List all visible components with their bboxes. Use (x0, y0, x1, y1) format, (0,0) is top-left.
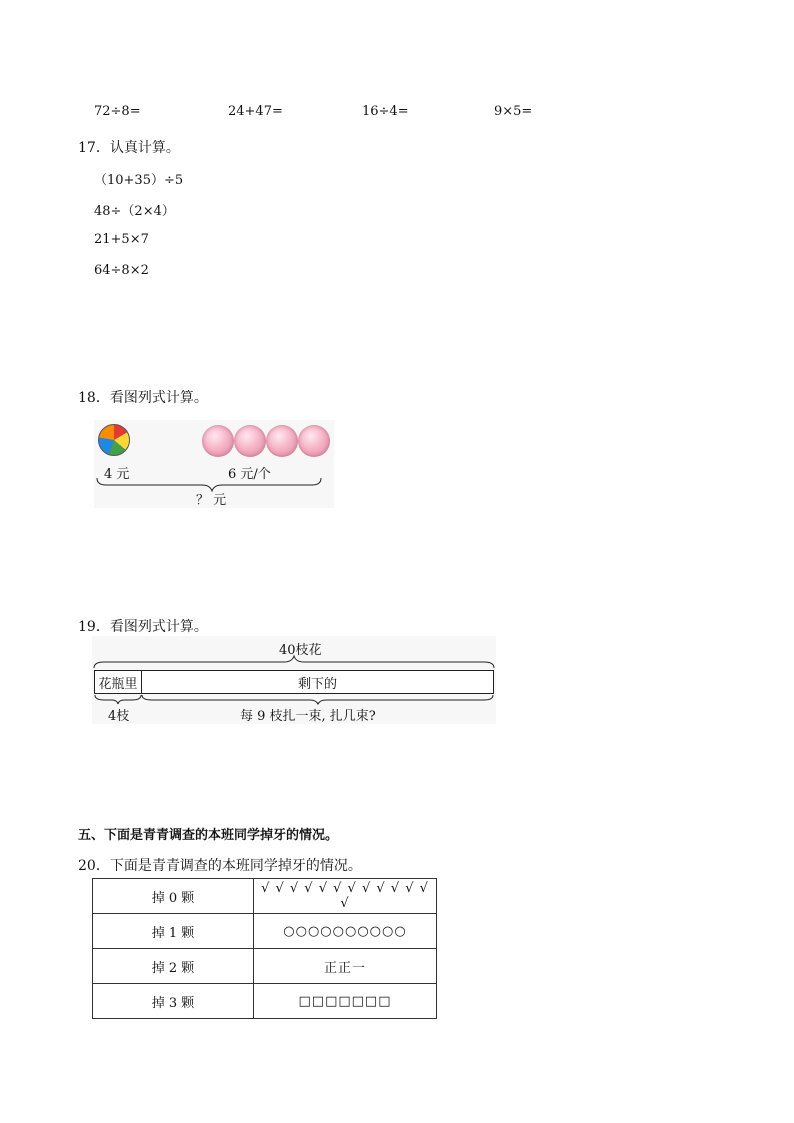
equation-1: 72÷8= (94, 104, 141, 119)
ball-price-label: 4 元 (104, 467, 130, 482)
remaining-box (141, 670, 494, 694)
q20-title: 20．下面是青青调查的本班同学掉牙的情况。 (78, 858, 362, 874)
pearl-image (234, 425, 266, 457)
total-flowers-label: 40枝花 (279, 643, 322, 658)
vase-count-label: 4枝 (108, 709, 130, 724)
q18-title: 18．看图列式计算。 (78, 390, 208, 406)
remaining-label: 剩下的 (297, 676, 337, 692)
q18-figure (94, 420, 334, 508)
table-row (93, 949, 437, 984)
q17-item-1: （10+35）÷5 (94, 173, 184, 188)
table-row (93, 879, 437, 914)
ball-image (98, 424, 130, 456)
row-tally: 正正一 (254, 949, 437, 984)
row-tally: ○○○○○○○○○○ (254, 914, 437, 949)
q17-item-4: 64÷8×2 (94, 263, 149, 278)
section-heading: 五、下面是青青调查的本班同学掉牙的情况。 (78, 828, 339, 843)
pearl-image (202, 425, 234, 457)
table-row (93, 914, 437, 949)
row-tally: √ √ √ √ √ √ √ √ √ √ √ √ √ (254, 879, 437, 914)
question-label: 每 9 枝扎一束, 扎几束? (240, 709, 376, 724)
q17-item-3: 21+5×7 (94, 232, 149, 247)
row-label: 掉 3 颗 (93, 984, 254, 1019)
pearl-price-label: 6 元/个 (228, 467, 271, 482)
vase-box (94, 670, 142, 694)
survey-table (92, 878, 437, 1019)
top-brace (92, 654, 496, 670)
equation-4: 9×5= (494, 104, 533, 119)
row-tally: □□□□□□□ (254, 984, 437, 1019)
pearl-image (266, 425, 298, 457)
table-row (93, 984, 437, 1019)
row-label: 掉 2 颗 (93, 949, 254, 984)
row-label: 掉 0 颗 (93, 879, 254, 914)
equation-2: 24+47= (228, 104, 283, 119)
total-label: ？ 元 (196, 493, 227, 508)
q17-title: 17．认真计算。 (78, 140, 180, 156)
q17-item-2: 48÷（2×4） (94, 204, 175, 219)
pearl-image (298, 425, 330, 457)
q19-title: 19．看图列式计算。 (78, 619, 208, 635)
row-label: 掉 1 颗 (93, 914, 254, 949)
vase-label: 花瓶里 (98, 676, 138, 692)
q19-figure (92, 636, 496, 724)
equation-3: 16÷4= (362, 104, 409, 119)
